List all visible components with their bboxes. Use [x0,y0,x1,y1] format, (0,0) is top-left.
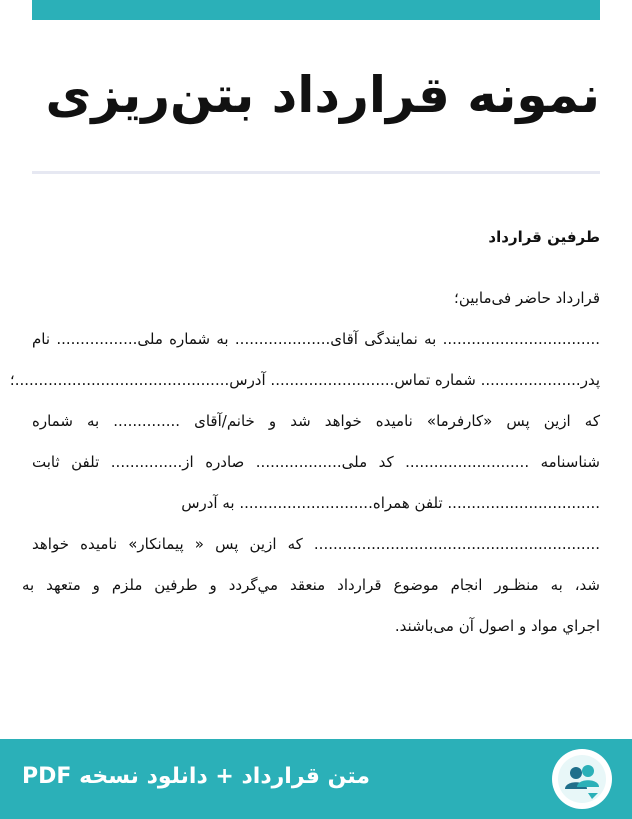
section-heading: طرفین قرارداد [488,228,600,246]
paragraph-line: ................................ تلفن همراه............................ به آدرس [181,494,600,512]
paragraph-line: اجراي مواد و اصول آن می‌باشند. [394,617,600,635]
users-icon [552,749,612,809]
paragraph-line: پدر..................... شماره تماس.......................... آدرس.............................................؛ [9,371,600,389]
paragraph-line: ............................................................ که ازین پس « پیمانکار» نامیده خواهد [32,535,600,553]
paragraph-line: شد، به منظـور انجام موضوع قرارداد منعقد مي‌گردد و طرفین ملزم و متعهد به [22,576,600,594]
title-divider [32,171,600,174]
download-pdf-banner[interactable] [0,739,632,819]
paragraph-line: قرارداد حاضر فی‌مابین؛ [454,289,600,307]
paragraph-line: شناسنامه .......................... کد ملی.................. صادره از............... تلفن ثابت [32,453,600,471]
top-accent-bar [32,0,600,20]
download-pdf-label[interactable]: متن قرارداد + دانلود نسخه PDF [22,764,370,789]
page-title: نمونه قرارداد بتن‌ریزی [45,66,600,124]
contract-parties-paragraph [9,283,600,652]
paragraph-line: که ازین پس «کارفرما» نامیده خواهد شد و خانم/آقای .............. به شماره [32,412,600,430]
paragraph-line: ................................. به نمایندگی آقای.................... به شماره ملی................. نام [32,330,600,348]
